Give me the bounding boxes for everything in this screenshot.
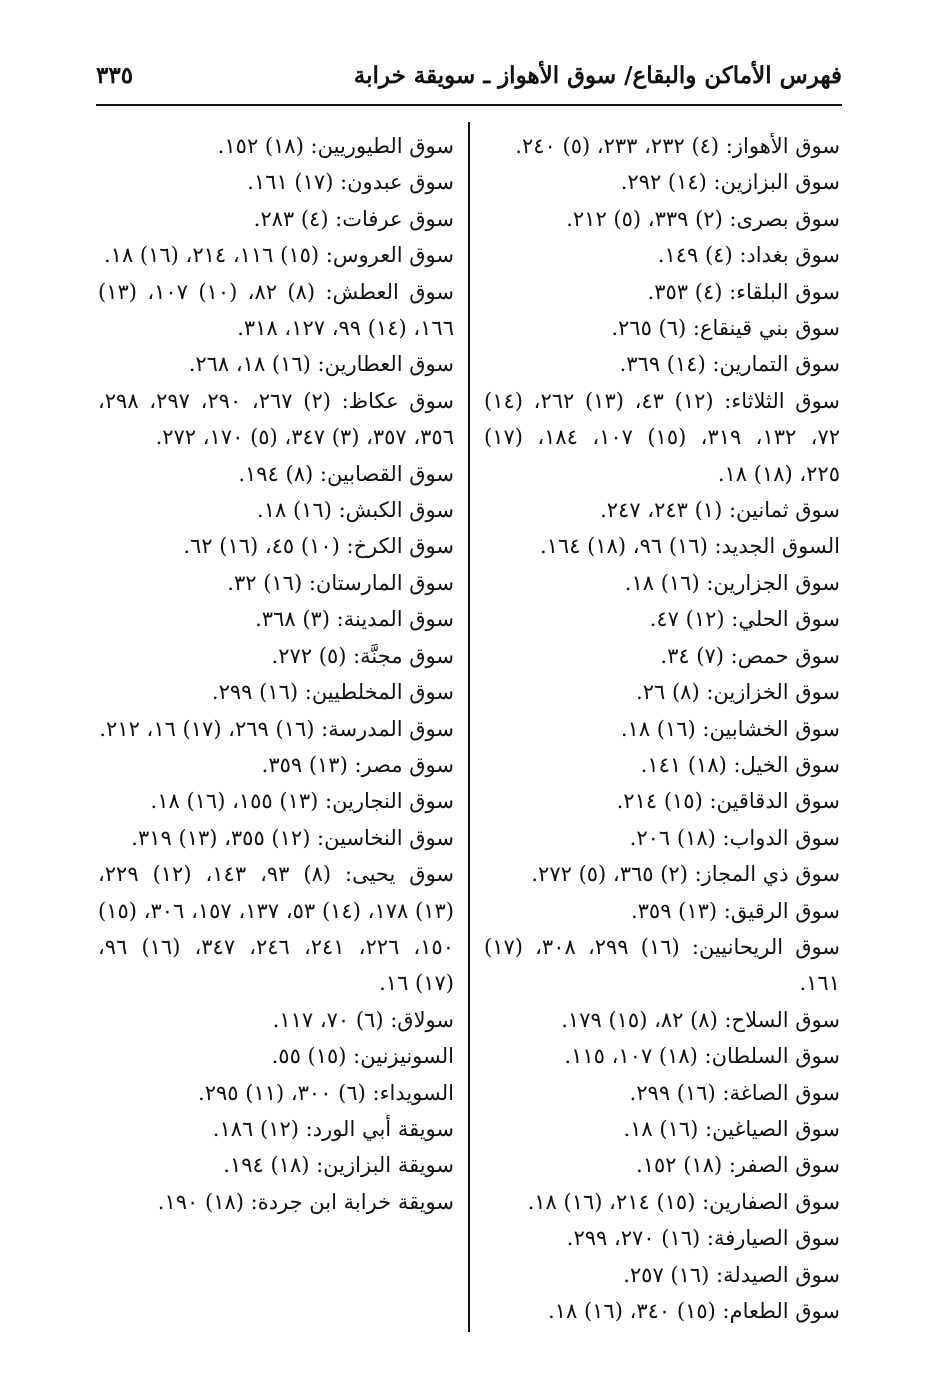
column-divider — [468, 122, 470, 1332]
index-entry: سوق السلاح: (٨) ٨٢، (١٥) ١٧٩. — [561, 1007, 840, 1032]
index-entry: سوق المدرسة: (١٦) ٢٦٩، (١٧) ١٦، ٢١٢. — [99, 716, 454, 741]
index-entry: سوق الكرخ: (١٠) ٤٥، (١٦) ٦٢. — [183, 534, 454, 559]
index-entry: سويقة أبي الورد: (١٢) ١٨٦. — [212, 1116, 454, 1141]
index-entry: سوق الخزازين: (٨) ٢٦. — [636, 680, 840, 705]
index-entry: سوق بغداد: (٤) ١٤٩. — [657, 243, 840, 268]
index-entry: سوق مجنَّة: (٥) ٢٧٢. — [271, 643, 454, 668]
index-entry: سوق عرفات: (٤) ٢٨٣. — [253, 206, 454, 231]
index-entry: سوق الريحانيين: (١٦) ٢٩٩، ٣٠٨، (١٧) ١٦١. — [484, 934, 841, 996]
index-entry: سوق الصيارفة: (١٦) ٢٧٠، ٢٩٩. — [566, 1226, 840, 1251]
index-entry: سوق الطعام: (١٥) ٣٤٠، (١٦) ١٨. — [548, 1299, 840, 1323]
index-entry: سوق المدينة: (٣) ٣٦٨. — [255, 607, 454, 632]
index-entry: سوق بني قينقاع: (٦) ٢٦٥. — [611, 316, 840, 341]
index-entry: سوق مصر: (١٣) ٣٥٩. — [261, 752, 454, 777]
index-column-right — [484, 128, 840, 1329]
index-entry: سوق القصابين: (٨) ١٩٤. — [238, 461, 454, 486]
index-entry: سوق الكبش: (١٦) ١٨. — [257, 498, 454, 523]
index-entry: سوق عكاظ: (٢) ٢٦٧، ٢٩٠، ٢٩٧، ٢٩٨، ٣٥٦، ٣٥٧، (٣) ٣٤٧، (٥) ١٧٠، ٢٧٢. — [98, 388, 455, 450]
index-entry: سوق ذي المجاز: (٢) ٣٦٥، (٥) ٢٧٢. — [531, 862, 840, 887]
index-entry: سوق الدقاقين: (١٥) ٢١٤. — [616, 789, 840, 814]
index-entry: سوق الخيل: (١٨) ١٤١. — [640, 752, 840, 777]
index-entry: سولاق: (٦) ٧٠، ١١٧. — [272, 1007, 454, 1032]
page-header — [96, 56, 842, 106]
index-entry: سوق الخشابين: (١٦) ١٨. — [620, 716, 840, 741]
index-entry: سوق الأهواز: (٤) ٢٣٢، ٢٣٣، (٥) ٢٤٠. — [515, 134, 840, 158]
header-rule — [96, 104, 842, 106]
index-entry: سوق بصرى: (٢) ٣٣٩، (٥) ٢١٢. — [566, 206, 840, 231]
index-column-left — [98, 128, 454, 1220]
index-entry: السونيزنين: (١٥) ٥٥. — [271, 1044, 454, 1069]
index-entry: سوق الدواب: (١٨) ٢٠٦. — [629, 825, 840, 850]
index-entry: سوق العطارين: (١٦) ١٨، ٢٦٨. — [188, 352, 454, 377]
index-entry: سوق الصاغة: (١٦) ٢٩٩. — [629, 1080, 840, 1105]
index-entry: سوق المخلطيين: (١٦) ٢٩٩. — [211, 680, 454, 705]
index-entry: سوق حمص: (٧) ٣٤. — [660, 643, 840, 668]
index-entry: سوق العطش: (٨) ٨٢، (١٠) ١٠٧، (١٣) ١٦٦، (١٤) ٩٩، ١٢٧، ٣١٨. — [98, 279, 455, 341]
index-entry: سوق الصفارين: (١٥) ٢١٤، (١٦) ١٨. — [527, 1189, 840, 1214]
index-entry: سوق البلقاء: (٤) ٣٥٣. — [647, 279, 840, 304]
running-title: فهرس الأماكن والبقاع/ سوق الأهواز ـ سويقة خرابة — [353, 62, 842, 89]
index-entry: سوق السلطان: (١٨) ١٠٧، ١١٥. — [564, 1044, 840, 1069]
index-entry: سوق النخاسين: (١٢) ٣٥٥، (١٣) ٣١٩. — [131, 825, 454, 850]
index-entry: سوق التمارين: (١٤) ٣٦٩. — [619, 352, 840, 377]
index-entry: سوق عبدون: (١٧) ١٦١. — [247, 170, 454, 195]
index-entry: سوق الطيوريين: (١٨) ١٥٢. — [217, 134, 454, 158]
index-entry: سوق الصياغين: (١٦) ١٨. — [623, 1116, 840, 1141]
index-entry: السوق الجديد: (١٦) ٩٦، (١٨) ١٦٤. — [539, 534, 840, 559]
index-entry: سوق البزازين: (١٤) ٢٩٢. — [620, 170, 840, 195]
index-entry: سويقة البزازين: (١٨) ١٩٤. — [223, 1153, 454, 1178]
index-entry: سوق العروس: (١٥) ١١٦، ٢١٤، (١٦) ١٨. — [103, 243, 454, 268]
page-number: ٣٣٥ — [96, 62, 134, 89]
index-entry: سوق المارستان: (١٦) ٣٢. — [227, 570, 454, 595]
index-entry: سوق النجارين: (١٣) ١٥٥، (١٦) ١٨. — [150, 789, 454, 814]
index-entry: السويداء: (٦) ٣٠٠، (١١) ٢٩٥. — [198, 1080, 454, 1105]
index-entry: سوق الصيدلة: (١٦) ٢٥٧. — [623, 1262, 840, 1287]
index-entry: سوق ثمانين: (١) ٢٤٣، ٢٤٧. — [600, 498, 840, 523]
index-entry: سوق الجزارين: (١٦) ١٨. — [624, 570, 840, 595]
index-entry: سوق الحلي: (١٢) ٤٧. — [649, 607, 840, 632]
index-entry: سوق الرقيق: (١٣) ٣٥٩. — [630, 898, 840, 923]
index-entry: سوق الثلاثاء: (١٢) ٤٣، (١٣) ٢٦٢، (١٤) ٧٢، ١٣٢، ٣١٩، (١٥) ١٠٧، ١٨٤، (١٧) ٢٢٥، (١٨) ١٨. — [484, 388, 841, 486]
index-entry: سوق يحيى: (٨) ٩٣، ١٤٣، (١٢) ٢٢٩، (١٣) ١٧٨، (١٤) ٥٣، ١٣٧، ١٥٧، ٣٠٦، (١٥) ١٥٠، ٢٢٦، ٢٤١، ٢٤٦، ٣٤٧، (١٦) ٩٦، (١٧) ١٦. — [98, 862, 455, 996]
index-entry: سويقة خرابة ابن جردة: (١٨) ١٩٠. — [157, 1189, 454, 1214]
index-entry: سوق الصفر: (١٨) ١٥٢. — [636, 1153, 840, 1178]
